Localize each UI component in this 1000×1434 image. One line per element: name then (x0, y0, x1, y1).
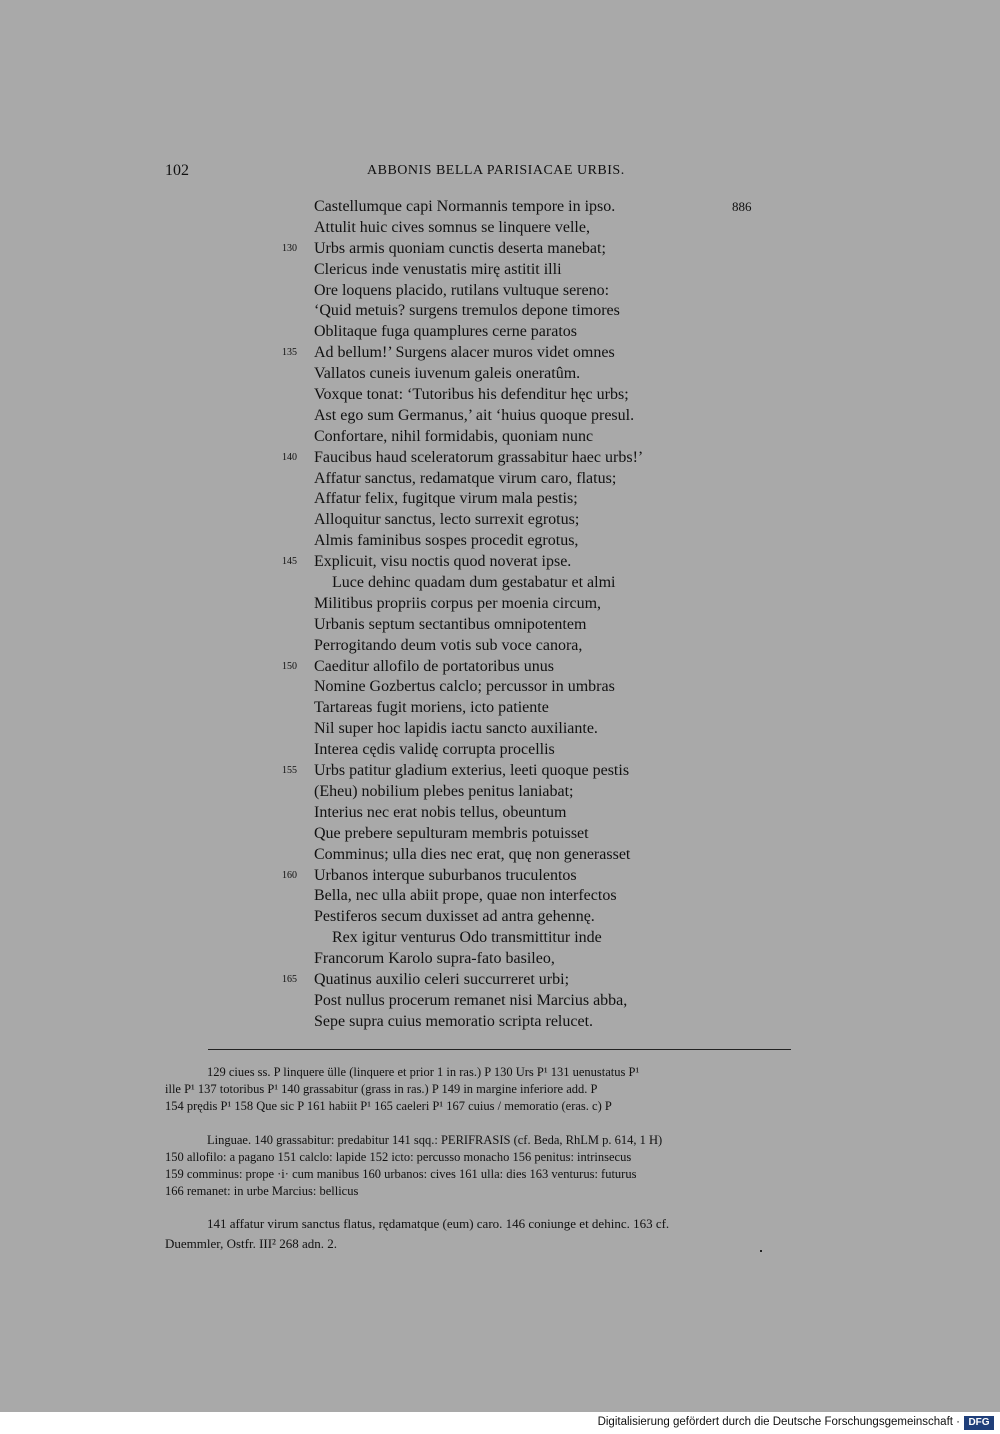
verse-line (270, 1012, 760, 1033)
verse-text: Post nullus procerum remanet nisi Marcius abba, (314, 991, 628, 1009)
verse-text: Alloquitur sanctus, lecto surrexit egrotus; (314, 511, 580, 529)
verse-line (270, 615, 760, 636)
verse-text: Ore loquens placido, rutilans vultuque sereno: (314, 281, 610, 299)
verse-text: Francorum Karolo supra-fato basileo, (314, 950, 555, 968)
verse-line (270, 740, 760, 761)
verse-text: Affatur felix, fugitque virum mala pestis; (314, 490, 578, 508)
verse-text: Militibus propriis corpus per moenia circum, (314, 594, 602, 612)
gloss-line: Linguae. 140 grassabitur: predabitur 141 sqq.: PERIFRASIS (cf. Beda, RhLM p. 614, 1 H) (207, 1133, 663, 1147)
footer-bar (0, 1412, 1000, 1434)
verse-line (270, 719, 760, 740)
verse-line (270, 301, 760, 322)
running-head: ABBONIS BELLA PARISIACAE URBIS. (367, 163, 625, 178)
apparatus-line: ille P¹ 137 totoribus P¹ 140 grassabitur (grass in ras.) P 149 in margine inferiore add. P (165, 1082, 598, 1096)
gloss-line: 150 allofilo: a pagano 151 calclo: lapide 152 icto: percusso monacho 156 penitus: intrinsecus (165, 1150, 632, 1164)
verse-line (270, 907, 760, 928)
verse-line (270, 782, 760, 803)
verse-text: Oblitaque fuga quamplures cerne paratos (314, 323, 578, 341)
verse-line (270, 364, 760, 385)
verse-line (270, 552, 760, 573)
line-number: 130 (282, 242, 297, 254)
line-number: 155 (282, 765, 297, 777)
line-number: 160 (282, 869, 297, 881)
verse-text: Voxque tonat: ‘Tutoribus his defenditur hęc urbs; (314, 386, 629, 404)
note-line: 141 affatur virum sanctus flatus, rędamatque (eum) caro. 146 coniunge et dehinc. 163 cf. (207, 1216, 670, 1231)
year-marker: 886 (732, 199, 752, 214)
stray-mark (760, 1250, 762, 1252)
verse-line (270, 866, 760, 887)
verse-line (270, 281, 760, 302)
line-number: 165 (282, 973, 297, 985)
gloss-line: 159 comminus: prope ·i· cum manibus 160 urbanos: cives 161 ulla: dies 163 venturus: futurus (165, 1167, 637, 1181)
verse-line (270, 531, 760, 552)
verse-line (270, 573, 760, 594)
verse-text: Nomine Gozbertus calclo; percussor in umbras (314, 678, 615, 696)
verse-text: Que prebere sepulturam membris potuisset (314, 824, 589, 842)
verse-line (270, 322, 760, 343)
verse-line (270, 489, 760, 510)
verse-text: Interea cędis validę corrupta procellis (314, 741, 555, 759)
verse-text: Sepe supra cuius memoratio scripta relucet. (314, 1012, 594, 1030)
verse-line (270, 970, 760, 991)
apparatus-critical (165, 1064, 835, 1115)
note-line: Duemmler, Ostfr. III² 268 adn. 2. (165, 1236, 337, 1251)
verse-text: Vallatos cuneis iuvenum galeis oneratûm. (314, 365, 581, 383)
verse-text: Pestiferos secum duxisset ad antra gehennę. (314, 908, 595, 926)
verse-text: Quatinus auxilio celeri succurreret urbi; (314, 970, 570, 988)
footnote-rule (208, 1049, 791, 1050)
verse-line (270, 469, 760, 490)
verse-text: Faucibus haud sceleratorum grassabitur haec urbs!’ (314, 448, 644, 466)
verse-line (270, 448, 760, 469)
funding-credit: Digitalisierung gefördert durch die Deutsche Forschungsgemeinschaft · (597, 1416, 960, 1428)
verse-text: Explicuit, visu noctis quod noverat ipse. (314, 553, 572, 571)
verse-text: Comminus; ulla dies nec erat, quę non generasset (314, 845, 631, 863)
page-number: 102 (165, 162, 189, 179)
verse-line (270, 845, 760, 866)
verse-text: Urbs armis quoniam cunctis deserta manebat; (314, 239, 606, 257)
verse-line (270, 991, 760, 1012)
verse-line (270, 197, 760, 218)
verse-line (270, 218, 760, 239)
verse-text: Castellumque capi Normannis tempore in ipso. (314, 198, 616, 215)
verse-line (270, 343, 760, 364)
glosses-block (165, 1132, 835, 1200)
verse-text: Affatur sanctus, redamatque virum caro, flatus; (314, 469, 617, 487)
verse-text: Ast ego sum Germanus,’ ait ‘huius quoque presul. (314, 406, 635, 424)
verse-text: Interius nec erat nobis tellus, obeuntum (314, 803, 567, 821)
verse-text: Clericus inde venustatis mirę astitit illi (314, 260, 562, 278)
verse-line (270, 427, 760, 448)
verse-line (270, 886, 760, 907)
verse-text: ‘Quid metuis? surgens tremulos depone timores (314, 302, 620, 320)
verse-line (270, 239, 760, 260)
verse-text: Tartareas fugit moriens, icto patiente (314, 699, 549, 717)
dfg-logo-icon: DFG (964, 1416, 994, 1430)
verse-line (270, 761, 760, 782)
verse-text: Rex igitur venturus Odo transmittitur inde (332, 929, 602, 947)
verse-line (270, 406, 760, 427)
verse-line (270, 928, 760, 949)
verse-line (270, 260, 760, 281)
verse-text: Nil super hoc lapidis iactu sancto auxiliante. (314, 720, 598, 738)
apparatus-line: 154 prędis P¹ 158 Que sic P 161 habiit P¹ 165 caeleri P¹ 167 cuius / memoratio (eras. c) P (165, 1099, 612, 1113)
verse-text: Urbanis septum sectantibus omnipotentem (314, 615, 587, 633)
verse-text: Urbanos interque suburbanos truculentos (314, 866, 577, 884)
line-number: 140 (282, 451, 297, 463)
verse-text: Attulit huic cives somnus se linquere velle, (314, 218, 590, 236)
verse-line (270, 510, 760, 531)
verse-text: Perrogitando deum votis sub voce canora, (314, 636, 583, 654)
verse-text: Ad bellum!’ Surgens alacer muros videt omnes (314, 344, 615, 362)
verse-text: Bella, nec ulla abiit prope, quae non interfectos (314, 887, 617, 905)
verse-line (270, 949, 760, 970)
verse-line (270, 657, 760, 678)
verse-text: Urbs patitur gladium exterius, leeti quoque pestis (314, 762, 630, 780)
line-number: 145 (282, 556, 297, 568)
verse-text: Almis faminibus sospes procedit egrotus, (314, 532, 579, 550)
verse-line (270, 636, 760, 657)
verse-text: (Eheu) nobilium plebes penitus laniabat; (314, 782, 574, 800)
apparatus-line: 129 ciues ss. P linquere ülle (linquere et prior 1 in ras.) P 130 Urs P¹ 131 uenustatus P¹ (207, 1065, 640, 1079)
verse-line (270, 677, 760, 698)
page-header (165, 162, 835, 182)
verse-text: Confortare, nihil formidabis, quoniam nunc (314, 427, 594, 445)
line-number: 150 (282, 660, 297, 672)
verse-text: Caeditur allofilo de portatoribus unus (314, 657, 554, 675)
verse-block (270, 197, 760, 1033)
verse-line (270, 698, 760, 719)
verse-line (270, 803, 760, 824)
line-number: 135 (282, 347, 297, 359)
verse-line (270, 594, 760, 615)
notes-block (165, 1214, 835, 1254)
verse-line (270, 385, 760, 406)
verse-line (270, 824, 760, 845)
gloss-line: 166 remanet: in urbe Marcius: bellicus (165, 1184, 359, 1198)
verse-text: Luce dehinc quadam dum gestabatur et almi (332, 574, 616, 592)
